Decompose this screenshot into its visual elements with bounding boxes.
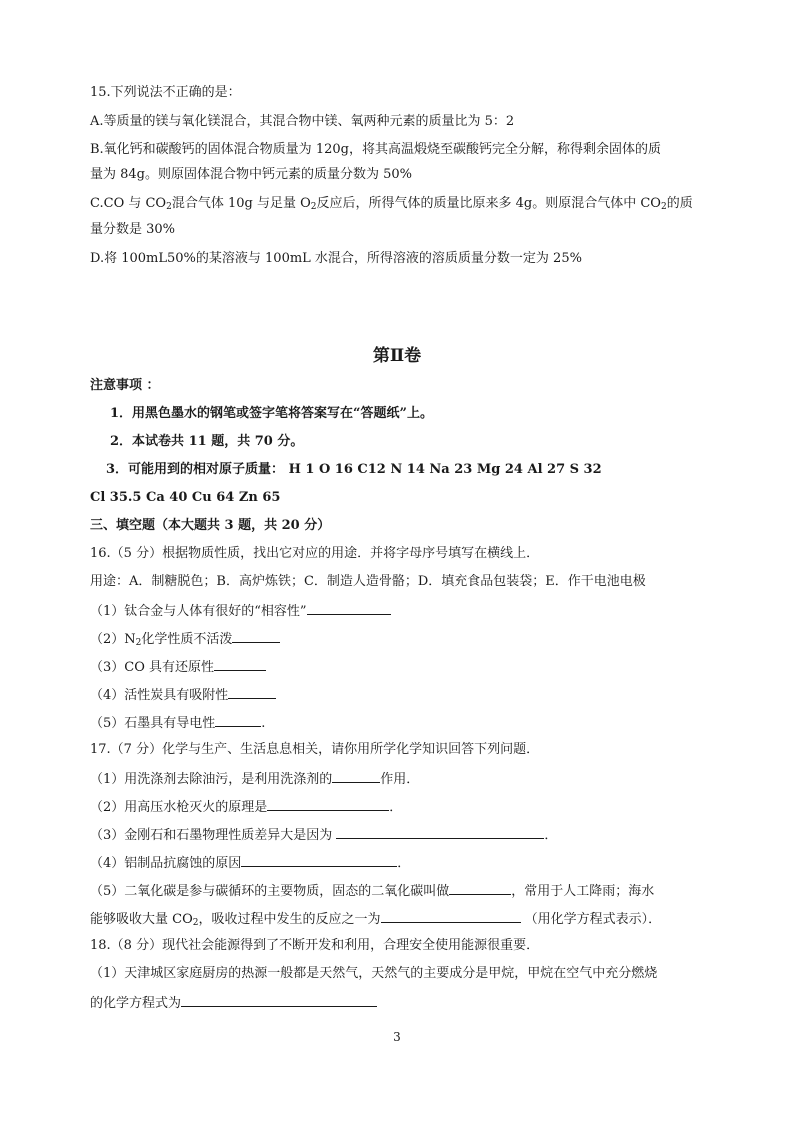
q18-item-1-line2	[90, 993, 377, 1013]
q16-stem: 16.（5 分）根据物质性质，找出它对应的用途．并将字母序号填写在横线上．	[90, 546, 540, 561]
q15-c-part3: 反应后，所得气体的质量比原来多 4g。则原混合气体中 CO	[316, 196, 661, 211]
q18-item-1-text: 的化学方程式为	[90, 996, 182, 1011]
q17-item-2-text: （2）用高压水枪灭火的原理是	[90, 800, 268, 815]
q17-item-4	[90, 853, 410, 873]
answer-blank[interactable]	[332, 769, 380, 783]
q17-item-5-text-a: （5）二氧化碳是参与碳循环的主要物质，固态的二氧化碳叫做	[90, 884, 450, 899]
q17-item-4-text: （4）铝制品抗腐蚀的原因	[90, 856, 242, 871]
notice-item-3: 3．可能用到的相对原子质量： H 1 O 16 C12 N 14 Na 23 Mg 24 Al 27 S 32	[106, 462, 602, 477]
q15-option-d: D.将 100mL50%的某溶液与 100mL 水混合，所得溶液的溶质质量分数一定为 25%	[90, 251, 582, 266]
q17-item-1-text-b: 作用．	[380, 772, 420, 787]
q15-option-a: A.等质量的镁与氧化镁混合，其混合物中镁、氧两种元素的质量比为 5：2	[90, 114, 515, 129]
q17-item-5-text-b: ，常用于人工降雨；海水	[511, 884, 655, 899]
q15-stem: 15.下列说法不正确的是：	[90, 85, 241, 100]
period: ．	[397, 856, 411, 871]
q15-c-part1: C.CO 与 CO	[90, 196, 167, 211]
q17-item-1-text-a: （1）用洗涤剂去除油污，是利用洗涤剂的	[90, 772, 333, 787]
q16-item-4-text: （4）活性炭具有吸附性	[90, 688, 229, 703]
subscript: 2	[166, 202, 172, 212]
q17-stem: 17.（7 分）化学与生产、生活息息相关，请你用所学化学知识回答下列问题．	[90, 742, 540, 757]
q15-option-c-line2: 量分数是 30%	[90, 222, 176, 237]
answer-blank[interactable]	[381, 909, 521, 923]
q15-option-b-line2: 量为 84g。则原固体混合物中钙元素的质量分数为 50%	[90, 167, 413, 182]
q17-item-1	[90, 769, 419, 789]
answer-blank[interactable]	[449, 881, 511, 895]
q16-item-2-text-b: 化学性质不活泼	[141, 632, 233, 647]
q17-item-2	[90, 797, 402, 817]
q16-item-1	[90, 601, 391, 621]
answer-blank[interactable]	[215, 713, 261, 727]
q18-item-1-line1: （1）天津城区家庭厨房的热源一般都是天然气，天然气的主要成分是甲烷，甲烷在空气中充分燃烧	[90, 966, 658, 981]
q16-item-1-text: （1）钛合金与人体有很好的“相容性”	[90, 604, 307, 619]
answer-blank[interactable]	[214, 657, 266, 671]
q15-c-part2: 混合气体 10g 与足量 O	[171, 196, 311, 211]
q16-item-2	[90, 629, 280, 649]
notice-heading: 注意事项 ：	[90, 378, 160, 393]
q18-stem: 18.（8 分）现代社会能源得到了不断开发和利用，合理安全使用能源很重要．	[90, 938, 540, 953]
subscript: 2	[310, 202, 317, 212]
q15-c-part4: 的质	[666, 196, 693, 211]
notice-item-2: 2．本试卷共 11 题，共 70 分。	[110, 434, 304, 449]
notice-item-1: 1．用黑色墨水的钢笔或签字笔将答案写在“答题纸”上。	[110, 406, 434, 421]
q16-item-4	[90, 685, 276, 705]
period: ．	[544, 828, 558, 843]
q17-item-5-text-e: （用化学方程式表示）．	[524, 912, 662, 927]
q16-item-3	[90, 657, 266, 677]
q15-option-c-line1	[90, 195, 693, 213]
period: ．	[389, 800, 403, 815]
q17-item-3	[90, 825, 557, 845]
subscript: 2	[192, 918, 199, 928]
section-title: 第Ⅱ卷	[372, 346, 422, 366]
q16-item-5-text: （5）石墨具有导电性	[90, 716, 216, 731]
q16-item-2-text-a: （2）N	[90, 632, 136, 647]
q16-item-3-text: （3）CO 具有还原性	[90, 660, 215, 675]
q16-item-5	[90, 713, 265, 733]
q17-item-3-text: （3）金刚石和石墨物理性质差异大是因为	[90, 828, 333, 843]
answer-blank[interactable]	[228, 685, 276, 699]
q17-item-5-line1	[90, 881, 654, 901]
notice-item-3-cont: Cl 35.5 Ca 40 Cu 64 Zn 65	[90, 490, 281, 505]
answer-blank[interactable]	[241, 853, 397, 867]
answer-blank[interactable]	[307, 601, 391, 615]
answer-blank[interactable]	[267, 797, 389, 811]
answer-blank[interactable]	[181, 993, 377, 1007]
q17-item-5-text-d: ，吸收过程中发生的反应之一为	[198, 912, 381, 927]
answer-blank[interactable]	[336, 825, 544, 839]
subscript: 2	[660, 202, 667, 212]
q17-item-5-text-c: 能够吸收大量 CO	[90, 912, 193, 927]
period: .	[261, 716, 266, 731]
q16-uses: 用途：A．制糖脱色；B．高炉炼铁；C．制造人造骨骼；D．填充食品包装袋；E．作干电池电极	[90, 574, 646, 589]
page-number: 3	[393, 1030, 401, 1044]
part-three-heading: 三、填空题（本大题共 3 题，共 20 分）	[90, 518, 331, 533]
subscript: 2	[135, 638, 142, 648]
q17-item-5-line2	[90, 909, 661, 929]
q15-option-b-line1: B.氧化钙和碳酸钙的固体混合物质量为 120g，将其高温煅烧至碳酸钙完全分解，称得剩余固体的质	[90, 142, 661, 157]
answer-blank[interactable]	[232, 629, 280, 643]
